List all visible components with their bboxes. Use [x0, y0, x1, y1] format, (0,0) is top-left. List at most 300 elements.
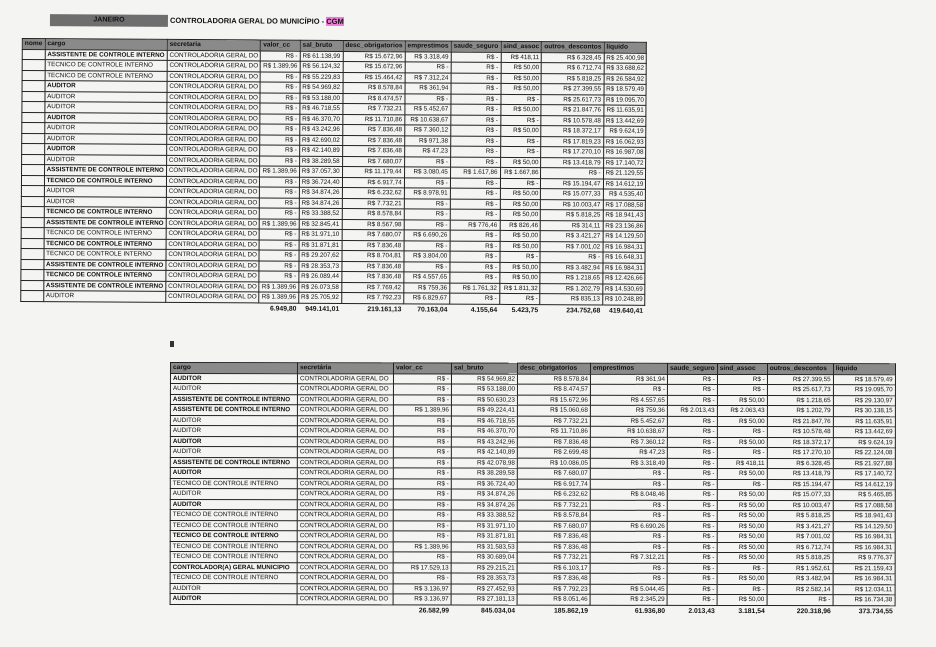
value-cell: R$ - [590, 531, 667, 542]
value-cell: R$ 15.194,47 [767, 479, 833, 490]
value-cell: R$ 1.389,96 [259, 292, 298, 303]
value-cell: R$ - [590, 500, 667, 511]
value-cell: R$ 11.710,86 [517, 426, 590, 437]
column-header: liquido [604, 42, 647, 53]
value-cell: R$ - [667, 437, 717, 448]
value-cell: R$ 42.078,98 [451, 457, 517, 468]
value-cell: R$ 21.927,88 [833, 458, 895, 469]
value-cell: R$ 29.207,62 [299, 250, 342, 261]
cargo-cell: TECNICO DE CONTROLE INTERNO [44, 228, 166, 239]
value-cell: R$ 31.971,10 [451, 520, 517, 531]
value-cell: R$ - [404, 261, 450, 272]
value-cell: R$ 759,36 [404, 282, 450, 293]
name-cell [22, 154, 45, 165]
value-cell: R$ 7.732,21 [342, 198, 404, 209]
name-cell [21, 227, 44, 238]
value-cell: R$ 2.063,43 [717, 405, 767, 416]
value-cell: R$ 361,94 [405, 83, 451, 94]
value-cell: R$ 34.874,26 [451, 499, 517, 510]
totals-spacer [43, 301, 165, 313]
value-cell: R$ 1.389,96 [393, 405, 451, 416]
value-cell: R$ 32.845,41 [299, 219, 342, 230]
value-cell: R$ 7.680,07 [517, 468, 590, 479]
secretaria-cell: CONTROLADORIA GERAL DO [167, 50, 261, 61]
value-cell: R$ - [261, 50, 300, 61]
value-cell: R$ 3.318,49 [405, 51, 451, 62]
value-cell: R$ 14.612,19 [603, 179, 646, 190]
value-cell: R$ 50,00 [717, 468, 767, 479]
total-cell: 419.640,41 [602, 305, 645, 317]
value-cell: R$ 50,00 [501, 73, 542, 84]
cargo-cell: TECNICO DE CONTROLE INTERNO [43, 270, 165, 281]
value-cell: R$ - [541, 168, 603, 179]
value-cell: R$ - [590, 479, 667, 490]
value-cell: R$ 3.804,00 [404, 251, 450, 262]
value-cell: R$ - [405, 62, 451, 73]
value-cell: R$ 27.399,55 [541, 84, 603, 95]
secretaria-cell: CONTROLADORIA GERAL DO [167, 60, 261, 71]
value-cell: R$ 10.638,67 [590, 426, 667, 437]
value-cell: R$ 418,11 [501, 52, 542, 63]
cargo-cell: ASSISTENTE DE CONTROLE INTERNO [43, 280, 165, 291]
value-cell: R$ 17.140,72 [833, 469, 895, 480]
value-cell: R$ - [451, 104, 501, 115]
value-cell: R$ 25.400,98 [604, 53, 647, 64]
value-cell: R$ - [260, 92, 299, 103]
value-cell: R$ - [404, 240, 450, 251]
value-cell: R$ - [260, 113, 299, 124]
value-cell: R$ - [667, 552, 717, 563]
total-cell: 949.141,01 [298, 303, 341, 315]
cargo-cell: TECNICO DE CONTROLE INTERNO [45, 70, 167, 81]
cargo-cell: AUDITOR [45, 91, 167, 102]
value-cell: R$ - [451, 52, 501, 63]
name-cell [21, 175, 44, 186]
secretaria-cell: CONTROLADORIA GERAL DO [297, 457, 393, 468]
cargo-cell: AUDITOR [44, 186, 166, 197]
value-cell: R$ 15.060,68 [517, 405, 590, 416]
value-cell: R$ 3.136,97 [393, 594, 451, 605]
value-cell: R$ - [404, 177, 450, 188]
value-cell: R$ 27.452,93 [451, 583, 517, 594]
value-cell: R$ 10.003,47 [767, 500, 833, 511]
value-cell: R$ - [667, 374, 717, 385]
value-cell: R$ 7.732,21 [517, 500, 590, 511]
name-cell [21, 196, 44, 207]
value-cell: R$ 1.218,65 [767, 395, 833, 406]
value-cell: R$ 776,46 [450, 220, 500, 231]
name-cell [22, 81, 45, 92]
cargo-cell: AUDITOR [44, 112, 166, 123]
value-cell: R$ 61.138,99 [300, 51, 343, 62]
value-cell: R$ 6.917,74 [517, 479, 590, 490]
value-cell: R$ 50,00 [500, 199, 541, 210]
secretaria-cell: CONTROLADORIA GERAL DO [166, 281, 260, 292]
value-cell: R$ 34.874,26 [299, 187, 342, 198]
value-cell: R$ 15.077,33 [541, 189, 603, 200]
total-cell: 185.862,19 [517, 605, 590, 617]
value-cell: R$ 49.224,41 [451, 405, 517, 416]
value-cell: R$ - [667, 479, 717, 490]
column-header: cargo [45, 39, 167, 50]
value-cell: R$ 50,00 [500, 209, 541, 220]
name-cell [21, 185, 44, 196]
value-cell: R$ 1.389,96 [260, 218, 299, 229]
name-cell [22, 112, 45, 123]
value-cell: R$ 7.001,02 [767, 532, 833, 543]
value-cell: R$ 3.136,97 [393, 583, 451, 594]
value-cell: R$ 18.372,17 [767, 437, 833, 448]
value-cell: R$ - [393, 447, 451, 458]
secretaria-cell: CONTROLADORIA GERAL DO [297, 426, 393, 437]
value-cell: R$ 759,36 [590, 405, 667, 416]
value-cell: R$ - [667, 447, 717, 458]
totals-spacer [21, 301, 44, 313]
secretaria-cell: CONTROLADORIA GERAL DO [297, 499, 393, 510]
cargo-cell: AUDITOR [170, 415, 297, 426]
value-cell: R$ 30.138,15 [833, 406, 895, 417]
cargo-cell: AUDITOR [44, 102, 166, 113]
secretaria-cell: CONTROLADORIA GERAL DO [297, 436, 393, 447]
value-cell: R$ - [451, 62, 501, 73]
value-cell: R$ 14.129,50 [833, 521, 895, 532]
value-cell: R$ 37.057,30 [299, 166, 342, 177]
value-cell: R$ 16.062,93 [603, 137, 646, 148]
title-bar [22, 14, 922, 31]
value-cell: R$ 50,00 [717, 542, 767, 553]
secretaria-cell: CONTROLADORIA GERAL DO [167, 134, 261, 145]
page-marker [170, 341, 174, 347]
value-cell: R$ 54.969,82 [451, 373, 517, 384]
value-cell: R$ 8.578,84 [517, 374, 590, 385]
value-cell: R$ - [717, 479, 767, 490]
value-cell: R$ - [450, 230, 500, 241]
value-cell: R$ 50,00 [717, 500, 767, 511]
secretaria-cell: CONTROLADORIA GERAL DO [297, 489, 393, 500]
value-cell: R$ 7.836,48 [342, 124, 404, 135]
value-cell: R$ 30.689,04 [451, 552, 517, 563]
total-cell: 373.734,55 [833, 605, 895, 617]
value-cell: R$ - [667, 468, 717, 479]
value-cell: R$ 42.140,89 [451, 447, 517, 458]
value-cell: R$ 314,11 [541, 220, 603, 231]
column-header: outros_descontos [767, 364, 833, 375]
value-cell: R$ 26.073,58 [299, 282, 342, 293]
value-cell: R$ - [667, 500, 717, 511]
value-cell: R$ 50,00 [717, 573, 767, 584]
value-cell: R$ - [393, 468, 451, 479]
value-cell: R$ 26.089,44 [299, 271, 342, 282]
secretaria-cell: CONTROLADORIA GERAL DO [166, 176, 260, 187]
value-cell: R$ - [260, 229, 299, 240]
value-cell: R$ 18.579,49 [833, 374, 895, 385]
value-cell: R$ 13.418,79 [767, 469, 833, 480]
value-cell: R$ 8.704,81 [342, 250, 404, 261]
value-cell: R$ 17.088,58 [603, 200, 646, 211]
cargo-cell: ASSISTENTE DE CONTROLE INTERNO [45, 49, 167, 60]
value-cell: R$ 7.769,42 [341, 282, 403, 293]
value-cell: R$ - [451, 115, 501, 126]
secretaria-cell: CONTROLADORIA GERAL DO [167, 71, 261, 82]
value-cell: R$ 9.624,19 [603, 126, 646, 137]
cargo-cell: TECNICO DE CONTROLE INTERNO [45, 60, 167, 71]
value-cell: R$ - [393, 531, 451, 542]
cargo-cell: AUDITOR [44, 154, 166, 165]
secretaria-cell: CONTROLADORIA GERAL DO [297, 552, 393, 563]
value-cell: R$ 36.724,40 [299, 177, 342, 188]
cargo-cell: AUDITOR [45, 81, 167, 92]
value-cell: R$ - [590, 573, 667, 584]
value-cell: R$ 53.188,00 [451, 384, 517, 395]
value-cell: R$ 11.635,91 [603, 105, 646, 116]
value-cell: R$ 50,00 [717, 531, 767, 542]
name-cell [21, 248, 44, 259]
secretaria-cell: CONTROLADORIA GERAL DO [297, 531, 393, 542]
value-cell: R$ - [590, 542, 667, 553]
value-cell: R$ 11.710,86 [342, 114, 404, 125]
value-cell: R$ 13.442,69 [833, 427, 895, 438]
totals-spacer [165, 302, 259, 314]
value-cell: R$ 7.360,12 [590, 437, 667, 448]
secretaria-cell: CONTROLADORIA GERAL DO [297, 562, 393, 573]
value-cell: R$ - [450, 209, 500, 220]
value-cell: R$ - [667, 594, 717, 605]
value-cell: R$ - [717, 447, 767, 458]
value-cell: R$ 21.129,55 [603, 168, 646, 179]
total-cell: 61.936,80 [590, 605, 667, 617]
value-cell: R$ - [450, 136, 500, 147]
value-cell: R$ 6.690,26 [404, 230, 450, 241]
secretaria-cell: CONTROLADORIA GERAL DO [167, 92, 261, 103]
cargo-cell: AUDITOR [170, 447, 297, 458]
column-header: secretaria [167, 39, 261, 50]
value-cell: R$ - [667, 395, 717, 406]
cargo-cell: AUDITOR [170, 489, 297, 500]
total-cell: 26.582,99 [393, 604, 451, 616]
value-cell: R$ 8.474,57 [343, 93, 405, 104]
secretaria-cell: CONTROLADORIA GERAL DO [166, 155, 260, 166]
value-cell: R$ 5.452,67 [590, 416, 667, 427]
value-cell: R$ 50,00 [500, 188, 541, 199]
value-cell: R$ 15.194,47 [541, 178, 603, 189]
value-cell: R$ 6.328,45 [767, 458, 833, 469]
total-cell: 3.181,54 [717, 605, 767, 617]
value-cell: R$ 7.836,48 [517, 437, 590, 448]
value-cell: R$ 28.353,73 [299, 261, 342, 272]
value-cell: R$ 29.215,21 [451, 562, 517, 573]
value-cell: R$ 1.389,96 [260, 166, 299, 177]
organization-title [170, 15, 344, 28]
value-cell: R$ 11.179,44 [342, 166, 404, 177]
value-cell: R$ 10.638,67 [405, 114, 451, 125]
value-cell: R$ 27.399,55 [767, 374, 833, 385]
value-cell: R$ 8.578,84 [517, 510, 590, 521]
column-header: liquido [833, 364, 895, 375]
value-cell: R$ 50,00 [717, 437, 767, 448]
value-cell: R$ 21.159,43 [833, 563, 895, 574]
column-header: valor_cc [261, 40, 300, 51]
value-cell: R$ 8.578,84 [342, 208, 404, 219]
value-cell: R$ 1.761,32 [450, 283, 500, 294]
value-cell: R$ 31.871,81 [451, 531, 517, 542]
value-cell: R$ 27.181,13 [451, 594, 517, 605]
secretaria-cell: CONTROLADORIA GERAL DO [166, 260, 260, 271]
secretaria-cell: CONTROLADORIA GERAL DO [167, 113, 261, 124]
value-cell: R$ 7.836,48 [341, 271, 403, 282]
cargo-cell: TECNICO DE CONTROLE INTERNO [170, 478, 297, 489]
totals-row [21, 301, 645, 316]
value-cell: R$ 7.792,23 [341, 292, 403, 303]
value-cell: R$ 16.984,31 [833, 574, 895, 585]
value-cell: R$ 8.474,57 [517, 384, 590, 395]
cargo-cell: TECNICO DE CONTROLE INTERNO [44, 207, 166, 218]
cargo-cell: AUDITOR [170, 468, 297, 479]
value-cell: R$ - [500, 136, 541, 147]
value-cell: R$ 7.680,07 [342, 156, 404, 167]
total-cell: 845.034,04 [451, 604, 517, 616]
cargo-cell: TECNICO DE CONTROLE INTERNO [44, 175, 166, 186]
bottom-sheet [170, 362, 896, 617]
value-cell: R$ - [500, 94, 541, 105]
value-cell: R$ - [590, 510, 667, 521]
value-cell: R$ 46.718,55 [451, 415, 517, 426]
cargo-cell: ASSISTENTE DE CONTROLE INTERNO [170, 457, 297, 468]
value-cell: R$ 7.001,02 [540, 241, 602, 252]
value-cell: R$ 18.941,43 [833, 511, 895, 522]
cargo-cell: AUDITOR [170, 426, 297, 437]
value-cell: R$ 1.389,96 [393, 541, 451, 552]
value-cell: R$ - [404, 156, 450, 167]
value-cell: R$ 50,00 [500, 241, 541, 252]
value-cell: R$ 50,00 [500, 230, 541, 241]
value-cell: R$ 56.124,32 [300, 61, 343, 72]
value-cell: R$ - [499, 293, 540, 304]
value-cell: R$ - [260, 176, 299, 187]
value-cell: R$ 33.688,62 [604, 63, 647, 74]
totals-spacer [170, 604, 297, 616]
value-cell: R$ - [451, 125, 501, 136]
value-cell: R$ 38.289,58 [299, 156, 342, 167]
value-cell: R$ 8.051,46 [517, 594, 590, 605]
value-cell: R$ 18.941,43 [603, 210, 646, 221]
name-cell [22, 144, 45, 155]
value-cell: R$ 25.617,73 [767, 385, 833, 396]
value-cell: R$ 5.044,45 [590, 584, 667, 595]
value-cell: R$ - [393, 573, 451, 584]
value-cell: R$ 22.124,08 [833, 448, 895, 459]
value-cell: R$ - [259, 271, 298, 282]
value-cell: R$ 13.442,69 [603, 116, 646, 127]
value-cell: R$ 17.529,13 [393, 562, 451, 573]
secretaria-cell: CONTROLADORIA GERAL DO [166, 197, 260, 208]
value-cell: R$ 1.952,61 [767, 563, 833, 574]
value-cell: R$ 6.712,74 [542, 63, 604, 74]
value-cell: R$ - [393, 373, 451, 384]
column-header: sind_assoc [501, 41, 542, 52]
value-cell: R$ 1.811,32 [499, 283, 540, 294]
cargo-cell: AUDITOR [44, 144, 166, 155]
secretaria-cell: CONTROLADORIA GERAL DO [297, 478, 393, 489]
value-cell: R$ 418,11 [717, 458, 767, 469]
value-cell: R$ 6.829,67 [403, 293, 449, 304]
value-cell: R$ 1.389,96 [259, 281, 298, 292]
value-cell: R$ 13.418,79 [541, 157, 603, 168]
value-cell: R$ 3.318,49 [590, 458, 667, 469]
column-header: secretária [297, 363, 393, 374]
value-cell: R$ 25.617,73 [541, 94, 603, 105]
value-cell: R$ - [450, 146, 500, 157]
value-cell: R$ - [500, 146, 541, 157]
value-cell: R$ 6.103,17 [517, 563, 590, 574]
value-cell: R$ 33.388,52 [299, 208, 342, 219]
value-cell: R$ 12.034,11 [833, 584, 895, 595]
total-cell: 219.161,13 [341, 303, 403, 315]
value-cell: R$ 19.095,70 [833, 385, 895, 396]
totals-row [170, 604, 895, 617]
name-cell [22, 133, 45, 144]
name-cell [22, 123, 45, 134]
value-cell: R$ - [667, 458, 717, 469]
value-cell: R$ - [667, 416, 717, 427]
cargo-cell: AUDITOR [44, 133, 166, 144]
value-cell: R$ 5.818,25 [541, 210, 603, 221]
value-cell: R$ - [450, 178, 500, 189]
value-cell: R$ 34.874,26 [299, 198, 342, 209]
cargo-cell: ASSISTENTE DE CONTROLE INTERNO [170, 405, 297, 416]
name-cell [22, 91, 45, 102]
value-cell: R$ - [667, 531, 717, 542]
cargo-cell: ASSISTENTE DE CONTROLE INTERNO [44, 165, 166, 176]
total-cell: 4.155,64 [449, 304, 499, 316]
value-cell: R$ 9.624,19 [833, 437, 895, 448]
value-cell: R$ 2.699,48 [517, 447, 590, 458]
value-cell: R$ 16.987,08 [603, 147, 646, 158]
value-cell: R$ 17.819,23 [541, 136, 603, 147]
value-cell: R$ 15.464,42 [343, 72, 405, 83]
value-cell: R$ - [667, 563, 717, 574]
value-cell: R$ 15.077,33 [767, 490, 833, 501]
value-cell: R$ - [590, 384, 667, 395]
month-label: JANEIRO [50, 14, 168, 27]
value-cell: R$ - [450, 251, 500, 262]
name-cell [21, 217, 44, 228]
value-cell: R$ - [393, 520, 451, 531]
value-cell: R$ - [260, 208, 299, 219]
value-cell: R$ - [450, 293, 500, 304]
value-cell: R$ 1.617,86 [450, 167, 500, 178]
value-cell: R$ 10.086,05 [517, 458, 590, 469]
value-cell: R$ 6.690,26 [590, 521, 667, 532]
value-cell: R$ 826,46 [500, 220, 541, 231]
cargo-cell: AUDITOR [44, 196, 166, 207]
value-cell: R$ - [667, 542, 717, 553]
value-cell: R$ 7.732,21 [342, 103, 404, 114]
value-cell: R$ - [260, 82, 299, 93]
value-cell: R$ 5.818,25 [767, 553, 833, 564]
value-cell: R$ 54.969,82 [300, 82, 343, 93]
secretaria-cell: CONTROLADORIA GERAL DO [166, 218, 260, 229]
value-cell: R$ - [393, 384, 451, 395]
value-cell: R$ - [717, 374, 767, 385]
value-cell: R$ 15.672,96 [517, 395, 590, 406]
column-header: nome [22, 39, 45, 50]
value-cell: R$ 18.372,17 [541, 126, 603, 137]
name-cell [21, 290, 44, 301]
value-cell: R$ - [404, 198, 450, 209]
value-cell: R$ 50,00 [717, 552, 767, 563]
bottom-salary-table [170, 362, 896, 617]
value-cell: R$ - [260, 239, 299, 250]
